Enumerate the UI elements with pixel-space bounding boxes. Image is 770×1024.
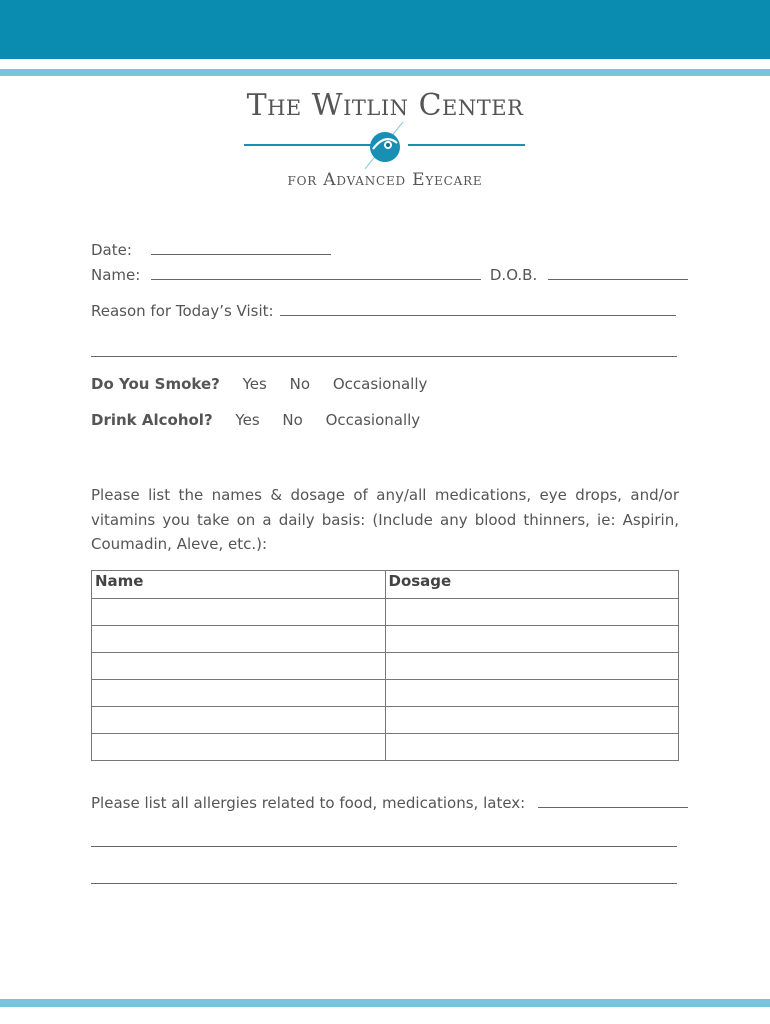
medication-name-cell[interactable] [92,734,386,761]
table-header-row [92,571,679,599]
eye-logo-icon [357,121,413,171]
table-row [92,680,679,707]
dob-label: D.O.B. [489,266,538,284]
alcohol-question: Drink Alcohol? [91,411,213,429]
allergies-input-line-3[interactable] [91,883,677,884]
smoke-option-occasionally[interactable]: Occasionally [332,375,428,393]
medication-dosage-cell[interactable] [385,707,679,734]
smoke-question-row [91,375,427,393]
name-label: Name: [91,266,141,284]
medication-dosage-cell[interactable] [385,734,679,761]
medication-dosage-cell[interactable] [385,626,679,653]
medication-name-cell[interactable] [92,680,386,707]
reason-input-line-2[interactable] [91,356,677,357]
reason-label: Reason for Today’s Visit: [91,302,274,320]
date-label: Date: [91,241,132,259]
date-input-line[interactable] [151,240,331,255]
alcohol-question-row [91,411,420,429]
smoke-option-no[interactable]: No [289,375,311,393]
table-row [92,653,679,680]
name-input-line[interactable] [151,265,481,280]
medication-dosage-cell[interactable] [385,680,679,707]
header-bar [0,0,770,59]
medication-name-cell[interactable] [92,599,386,626]
alcohol-option-no[interactable]: No [282,411,303,429]
medication-name-cell[interactable] [92,707,386,734]
table-row [92,734,679,761]
medication-dosage-cell[interactable] [385,599,679,626]
table-row [92,626,679,653]
medication-dosage-cell[interactable] [385,653,679,680]
allergies-input-line-2[interactable] [91,846,677,847]
column-header-dosage: Dosage [385,571,679,599]
allergies-field [91,793,688,812]
smoke-question: Do You Smoke? [91,375,220,393]
alcohol-option-yes[interactable]: Yes [235,411,260,429]
logo-divider-right [408,144,525,146]
footer-stripe [0,999,770,1007]
header-stripe [0,69,770,76]
medication-name-cell[interactable] [92,626,386,653]
allergies-input-line[interactable] [538,793,688,808]
table-row [92,707,679,734]
reason-field [91,301,676,320]
logo-subtitle: for Advanced Eyecare [287,170,483,190]
reason-input-line[interactable] [280,301,676,316]
table-row [92,599,679,626]
smoke-option-yes[interactable]: Yes [242,375,267,393]
date-field [91,240,331,259]
name-field [91,265,688,284]
alcohol-option-occasionally[interactable]: Occasionally [325,411,421,429]
logo-title: The Witlin Center [246,88,524,123]
dob-input-line[interactable] [548,265,688,280]
medications-table [91,570,679,761]
logo-divider-left [244,144,374,146]
medications-instructions: Please list the names & dosage of any/all medications, eye drops, and/or vitamins you take on a daily basis: (Include any blood thinners, ie: Aspirin, Coumadin, Aleve, etc.): [91,486,679,553]
column-header-name: Name [92,571,386,599]
medication-name-cell[interactable] [92,653,386,680]
allergies-label: Please list all allergies related to food, medications, latex: [91,794,526,812]
